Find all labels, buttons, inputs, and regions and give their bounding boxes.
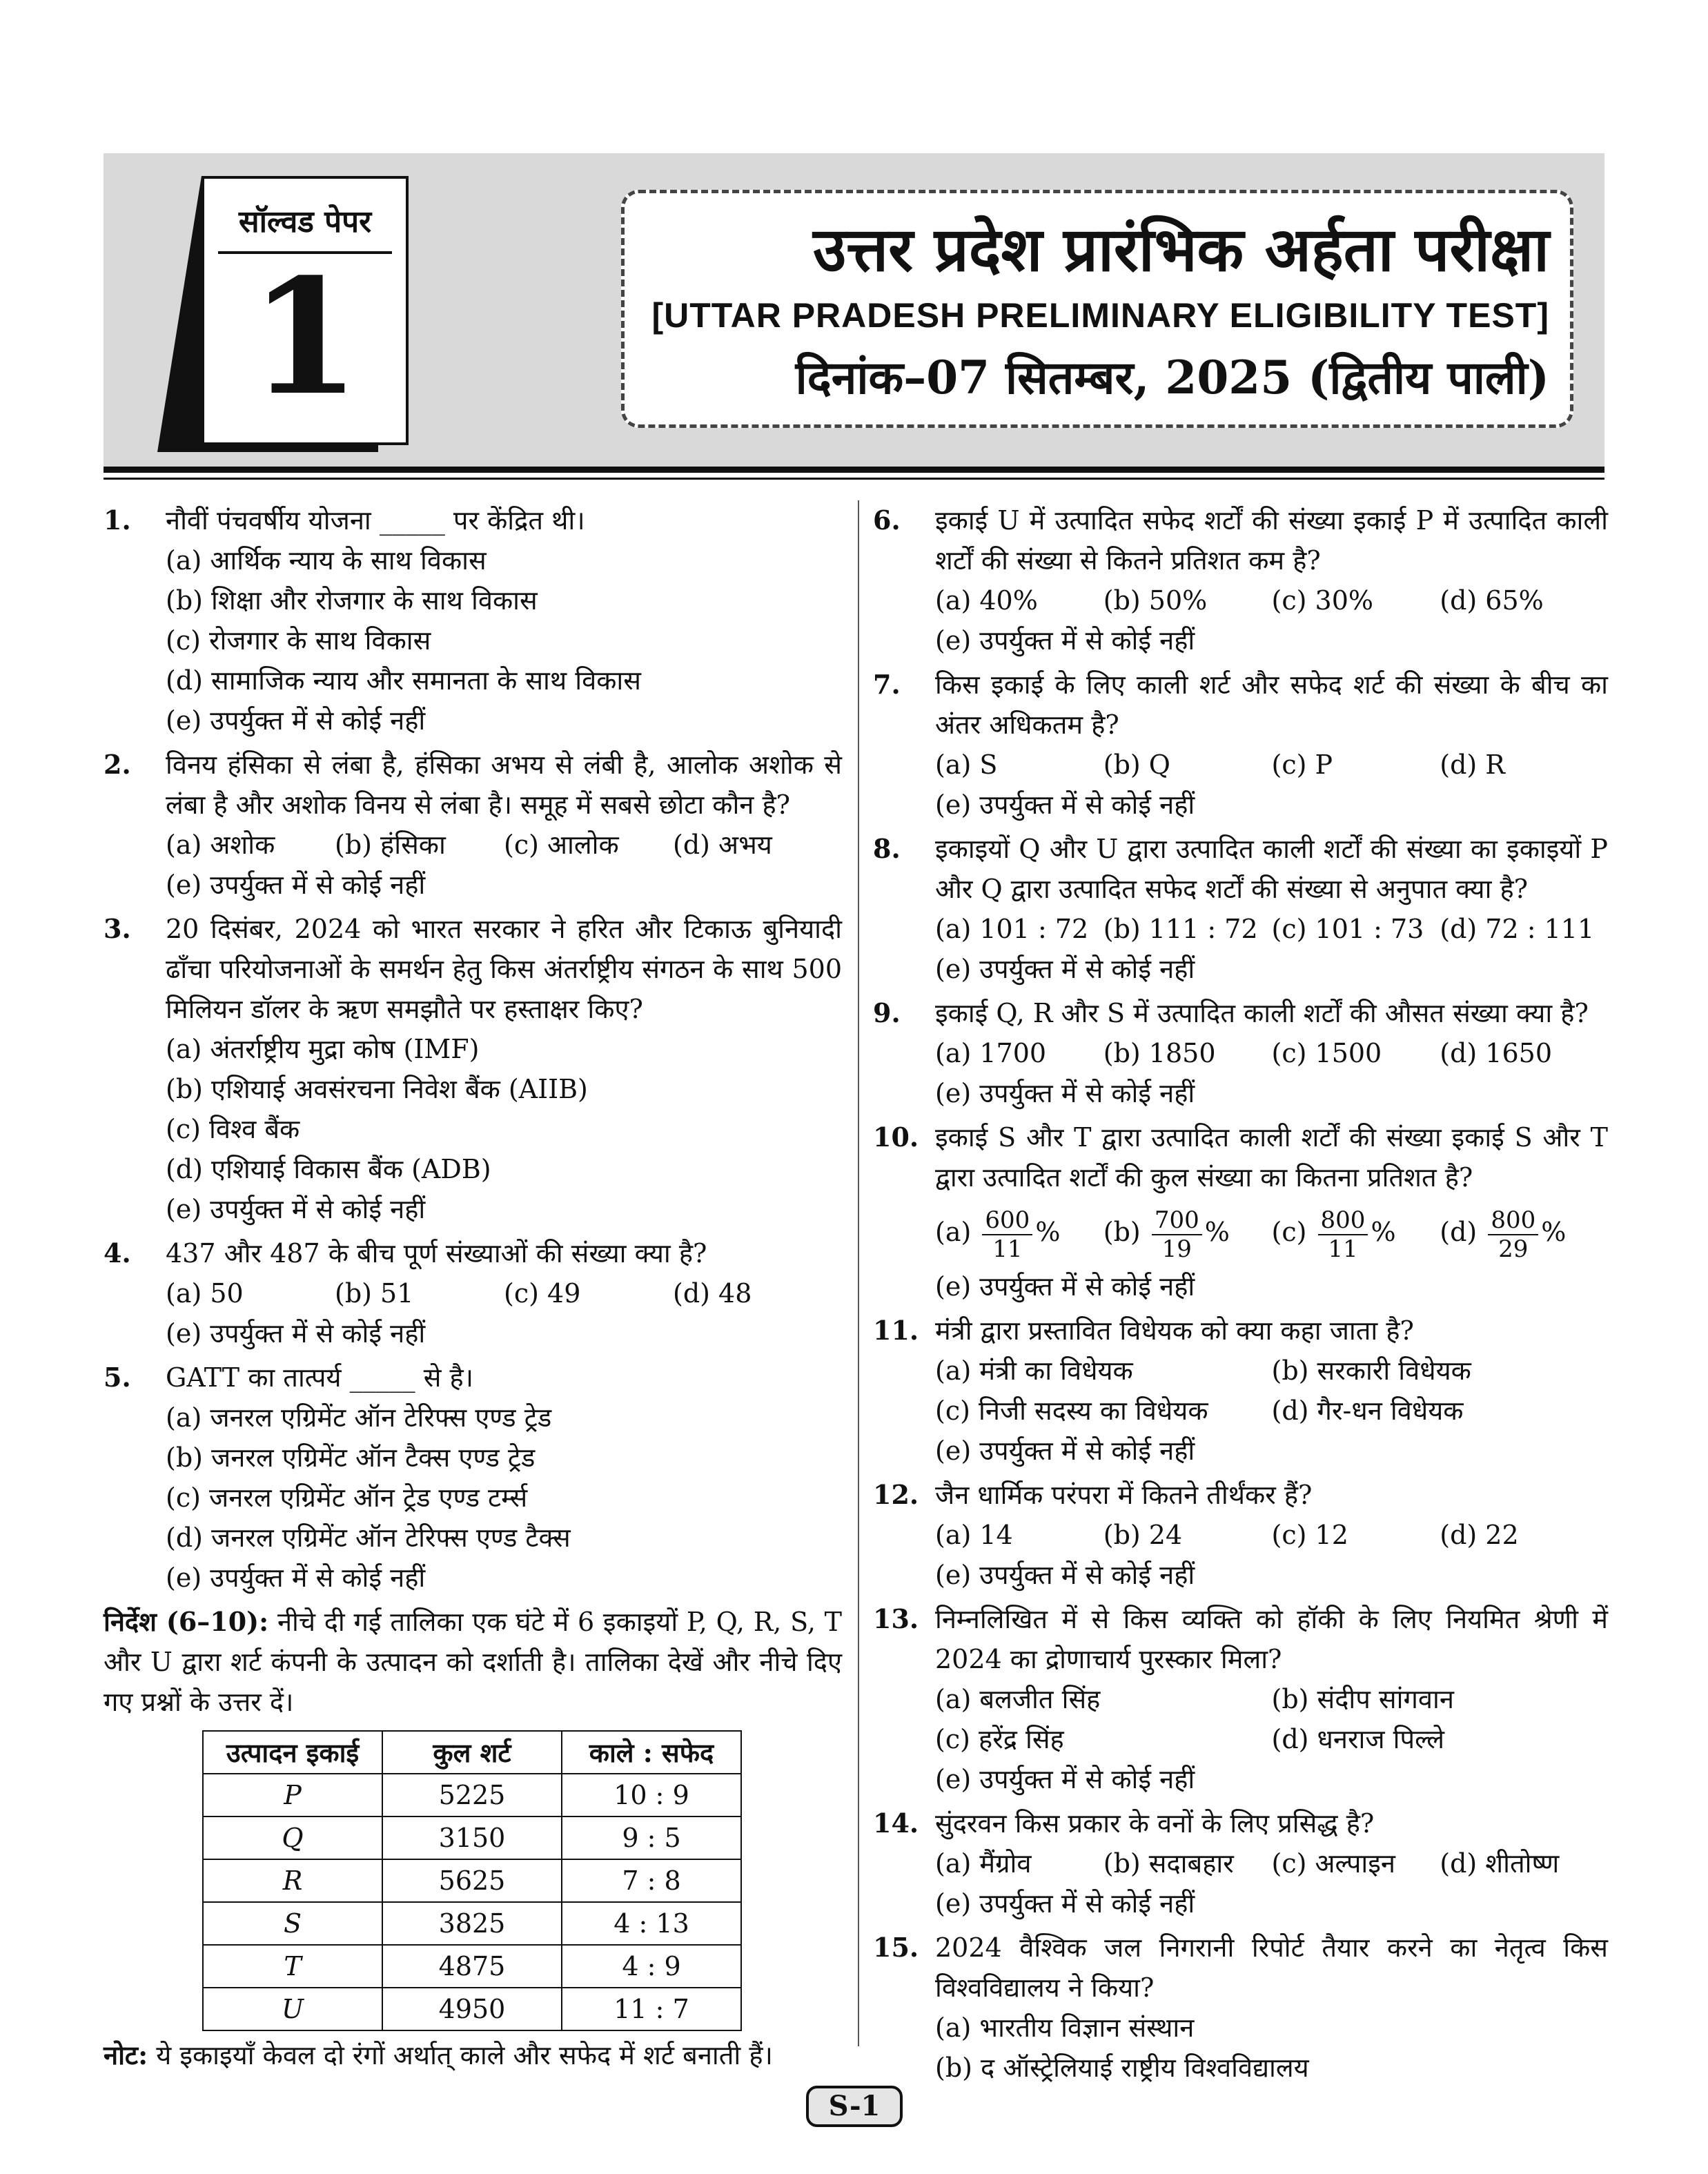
- option-d: (d) गैर-धन विधेयक: [1271, 1396, 1464, 1426]
- options-row: [935, 1515, 1608, 1555]
- option-a: (a) अशोक: [166, 830, 275, 860]
- option-b: (b) Q: [1103, 750, 1170, 780]
- option-c: (c) 49: [504, 1278, 581, 1309]
- table-cell: 9 : 5: [562, 1816, 741, 1859]
- fraction: [1488, 1206, 1538, 1263]
- option-e: (e) उपर्युक्त में से कोई नहीं: [935, 954, 1195, 984]
- option-a: (a) आर्थिक न्याय के साथ विकास: [166, 545, 487, 576]
- header-rule-thin: [104, 478, 1604, 480]
- option-a: (a) मंत्री का विधेयक: [935, 1355, 1133, 1386]
- question-12: [873, 1475, 1608, 1595]
- options-row: [166, 825, 842, 865]
- question-text: विनय हंसिका से लंबा है, हंसिका अभय से लंबी है, आलोक अशोक से लंबा है और अशोक विनय से लंबा है। समूह में सबसे छोटा कौन है?: [166, 750, 842, 820]
- option-e: (e) उपर्युक्त में से कोई नहीं: [935, 1436, 1195, 1466]
- option-b: (b) 24: [1103, 1520, 1183, 1550]
- options-row: [935, 1679, 1608, 1719]
- question-text: 20 दिसंबर, 2024 को भारत सरकार ने हरित और टिकाऊ बुनियादी ढाँचा परियोजनाओं के समर्थन हेतु किस अंतर्राष्ट्रीय संगठन के साथ 500 मिलियन डॉलर के ऋण समझौते पर हस्ताक्षर किए?: [166, 914, 842, 1024]
- question-5: [104, 1358, 842, 1598]
- option-b: (b) शिक्षा और रोजगार के साथ विकास: [166, 585, 538, 616]
- option-a: (a) भारतीय विज्ञान संस्थान: [935, 2013, 1195, 2043]
- table-header: कुल शर्ट: [382, 1731, 562, 1774]
- question-number: 6.: [873, 505, 901, 536]
- title-hindi: उत्तर प्रदेश प्रारंभिक अर्हता परीक्षा: [813, 213, 1549, 285]
- option-d: (d) जनरल एग्रिमेंट ऑन टेरिफ्स एण्ड टैक्स: [166, 1522, 571, 1553]
- table-header: काले : सफेद: [562, 1731, 741, 1774]
- question-text: इकाई Q, R और S में उत्पादित काली शर्टों की औसत संख्या क्या है?: [935, 998, 1589, 1028]
- option-a: (a) 40%: [935, 585, 1038, 616]
- table-cell: R: [203, 1859, 382, 1902]
- table-cell: 4950: [382, 1988, 562, 2030]
- production-table: [202, 1730, 742, 2031]
- question-number: 3.: [104, 913, 131, 944]
- table-cell: 4875: [382, 1945, 562, 1988]
- option-c: (c) अल्पाइन: [1271, 1848, 1396, 1879]
- option-a: [935, 1197, 1103, 1266]
- question-3: [104, 909, 842, 1229]
- question-number: 8.: [873, 833, 901, 864]
- option-c: (c) 1500: [1271, 1038, 1382, 1068]
- options-row: [935, 1843, 1608, 1883]
- question-text: निम्नलिखित में से किस व्यक्ति को हॉकी के लिए नियमित श्रेणी में 2024 का द्रोणाचार्य पुरस्कार मिला?: [935, 1604, 1608, 1674]
- question-2: [104, 745, 842, 905]
- table-row: [203, 1945, 741, 1988]
- exam-date: दिनांक–07 सितम्बर, 2025 (द्वितीय पाली): [795, 351, 1549, 404]
- table-cell: S: [203, 1902, 382, 1945]
- direction-label: निर्देश (6–10):: [104, 1606, 269, 1637]
- option-d: (d) शीतोष्ण: [1440, 1848, 1560, 1879]
- option-c: (c) निजी सदस्य का विधेयक: [935, 1396, 1208, 1426]
- question-6: [873, 500, 1608, 660]
- option-c: (c) 30%: [1271, 585, 1373, 616]
- option-a: (a) बलजीत सिंह: [935, 1684, 1101, 1714]
- table-cell: 4 : 9: [562, 1945, 741, 1988]
- question-number: 10.: [873, 1122, 919, 1153]
- title-english: [UTTAR PRADESH PRELIMINARY ELIGIBILITY TEST]: [651, 296, 1549, 335]
- option-a: (a) अंतर्राष्ट्रीय मुद्रा कोष (IMF): [166, 1034, 480, 1064]
- option-d: (d) एशियाई विकास बैंक (ADB): [166, 1154, 491, 1184]
- option-c: [1272, 1197, 1440, 1266]
- option-b: (b) 50%: [1103, 585, 1208, 616]
- option-c: (c) हरेंद्र सिंह: [935, 1724, 1064, 1754]
- option-d: (d) 22: [1440, 1520, 1519, 1550]
- options-row: [935, 1033, 1608, 1073]
- option-b: (b) सरकारी विधेयक: [1271, 1355, 1471, 1386]
- solved-paper-label: सॉल्वड पेपर: [238, 204, 372, 239]
- denominator: 11: [1328, 1235, 1358, 1263]
- option-b: (b) एशियाई अवसंरचना निवेश बैंक (AIIB): [166, 1074, 588, 1104]
- question-text: किस इकाई के लिए काली शर्ट और सफेद शर्ट की संख्या के बीच का अंतर अधिकतम है?: [935, 669, 1608, 740]
- option-b: (b) जनरल एग्रिमेंट ऑन टैक्स एण्ड ट्रेड: [166, 1442, 536, 1473]
- option-a: (a) 50: [166, 1278, 244, 1309]
- fraction: [1318, 1206, 1368, 1263]
- option-b: (b) द ऑस्ट्रेलियाई राष्ट्रीय विश्वविद्यालय: [935, 2053, 1309, 2083]
- table-cell: P: [203, 1774, 382, 1816]
- question-number: 7.: [873, 669, 901, 700]
- percent-sign: %: [1371, 1217, 1396, 1247]
- question-15: [873, 1928, 1608, 2088]
- option-a: (a) 101 : 72: [935, 914, 1089, 944]
- option-d: [1440, 1197, 1608, 1266]
- options-row: [935, 909, 1608, 949]
- question-14: [873, 1803, 1608, 1923]
- fraction: [1152, 1206, 1202, 1263]
- question-text: GATT का तात्पर्य _____ से है।: [166, 1362, 474, 1393]
- option-b: (b) संदीप सांगवान: [1271, 1684, 1454, 1714]
- table-row: [203, 1859, 741, 1902]
- option-d: (d) R: [1440, 750, 1505, 780]
- percent-sign: %: [1541, 1217, 1567, 1247]
- option-d: (d) 65%: [1440, 585, 1544, 616]
- option-a: (a) जनरल एग्रिमेंट ऑन टेरिफ्स एण्ड ट्रेड: [166, 1402, 552, 1433]
- table-cell: U: [203, 1988, 382, 2030]
- option-a: (a) मैंग्रोव: [935, 1848, 1032, 1879]
- options-row: [935, 745, 1608, 785]
- question-number: 9.: [873, 997, 901, 1028]
- fraction: [982, 1206, 1032, 1263]
- table-header-row: [203, 1731, 741, 1774]
- question-number: 11.: [873, 1315, 919, 1346]
- table-cell: 7 : 8: [562, 1859, 741, 1902]
- options-row: [166, 1273, 842, 1313]
- numerator: 800: [1488, 1206, 1538, 1235]
- option-d: (d) धनराज पिल्ले: [1271, 1724, 1445, 1754]
- option-b: [1103, 1197, 1272, 1266]
- question-text: सुंदरवन किस प्रकार के वनों के लिए प्रसिद्ध है?: [935, 1808, 1375, 1839]
- options-row: [935, 1391, 1608, 1431]
- option-c: (c) P: [1271, 750, 1333, 780]
- table-row: [203, 1988, 741, 2030]
- option-d: (d) अभय: [673, 830, 772, 860]
- table-cell: 3825: [382, 1902, 562, 1945]
- option-e: (e) उपर्युक्त में से कोई नहीं: [935, 1078, 1195, 1108]
- option-b: (b) 51: [335, 1278, 414, 1309]
- question-4: [104, 1233, 842, 1353]
- table-note: [104, 2035, 842, 2075]
- question-13: [873, 1599, 1608, 1799]
- option-b: (b) 111 : 72: [1103, 914, 1258, 944]
- note-label: नोट:: [104, 2039, 148, 2070]
- option-c: (c) 101 : 73: [1271, 914, 1424, 944]
- paper-number: 1: [249, 244, 361, 431]
- denominator: 29: [1498, 1235, 1529, 1263]
- table-cell: 3150: [382, 1816, 562, 1859]
- column-divider: [858, 500, 859, 2046]
- table-row: [203, 1816, 741, 1859]
- option-a: (a) 14: [935, 1520, 1013, 1550]
- option-label: (d): [1440, 1217, 1478, 1247]
- right-column: [873, 500, 1608, 2092]
- option-c: (c) 12: [1271, 1520, 1348, 1550]
- numerator: 700: [1152, 1206, 1202, 1235]
- question-text: इकाई S और T द्वारा उत्पादित काली शर्टों की संख्या इकाई S और T द्वारा उत्पादित शर्टों की कुल संख्या का कितना प्रतिशत है?: [935, 1122, 1608, 1193]
- question-8: [873, 829, 1608, 989]
- option-e: (e) उपर्युक्त में से कोई नहीं: [166, 705, 426, 736]
- question-number: 4.: [104, 1237, 131, 1269]
- title-box: [621, 190, 1573, 428]
- denominator: 19: [1161, 1235, 1192, 1263]
- option-c: (c) रोजगार के साथ विकास: [166, 625, 431, 656]
- option-b: (b) सदाबहार: [1103, 1848, 1234, 1879]
- question-text: 437 और 487 के बीच पूर्ण संख्याओं की संख्या क्या है?: [166, 1238, 707, 1269]
- direction-text: [104, 1602, 842, 1722]
- question-number: 12.: [873, 1479, 919, 1510]
- left-column: [104, 500, 842, 2075]
- table-cell: T: [203, 1945, 382, 1988]
- option-c: (c) विश्व बैंक: [166, 1114, 300, 1144]
- numerator: 800: [1318, 1206, 1368, 1235]
- options-row: [935, 1719, 1608, 1759]
- option-a: (a) 1700: [935, 1038, 1047, 1068]
- option-b: (b) 1850: [1103, 1038, 1216, 1068]
- option-label: (a): [935, 1217, 972, 1247]
- option-e: (e) उपर्युक्त में से कोई नहीं: [935, 1271, 1195, 1302]
- question-11: [873, 1311, 1608, 1471]
- table-cell: Q: [203, 1816, 382, 1859]
- header-rule: [104, 467, 1604, 473]
- option-b: (b) हंसिका: [335, 830, 446, 860]
- percent-sign: %: [1035, 1217, 1061, 1247]
- solved-paper-badge: [202, 176, 409, 445]
- question-text: जैन धार्मिक परंपरा में कितने तीर्थंकर हैं?: [935, 1480, 1313, 1510]
- option-a: (a) S: [935, 750, 998, 780]
- option-e: (e) उपर्युक्त में से कोई नहीं: [935, 1888, 1195, 1919]
- question-number: 5.: [104, 1362, 131, 1393]
- option-d: (d) 1650: [1440, 1038, 1553, 1068]
- question-1: [104, 500, 842, 741]
- table-cell: 11 : 7: [562, 1988, 741, 2030]
- table-header: उत्पादन इकाई: [203, 1731, 382, 1774]
- note-text: ये इकाइयाँ केवल दो रंगों अर्थात् काले और सफेद में शर्ट बनाती हैं।: [156, 2040, 773, 2070]
- options-row: [935, 1351, 1608, 1391]
- question-text: मंत्री द्वारा प्रस्तावित विधेयक को क्या कहा जाता है?: [935, 1315, 1414, 1346]
- table-cell: 5225: [382, 1774, 562, 1816]
- option-label: (c): [1271, 1217, 1307, 1247]
- direction-body: नीचे दी गई तालिका एक घंटे में 6 इकाइयों P, Q, R, S, T और U द्वारा शर्ट कंपनी के उत्पादन को दर्शाती है। तालिका देखें और नीचे दिए गए प्रश्नों के उत्तर दें।: [104, 1607, 842, 1717]
- option-e: (e) उपर्युक्त में से कोई नहीं: [166, 1563, 426, 1593]
- options-row: [935, 1197, 1608, 1266]
- options-row: [935, 580, 1608, 620]
- option-e: (e) उपर्युक्त में से कोई नहीं: [935, 1764, 1195, 1794]
- option-d: (d) सामाजिक न्याय और समानता के साथ विकास: [166, 665, 641, 696]
- option-e: (e) उपर्युक्त में से कोई नहीं: [935, 1560, 1195, 1590]
- option-e: (e) उपर्युक्त में से कोई नहीं: [166, 870, 426, 900]
- option-e: (e) उपर्युक्त में से कोई नहीं: [935, 625, 1195, 656]
- option-label: (b): [1103, 1217, 1141, 1247]
- table-cell: 5625: [382, 1859, 562, 1902]
- denominator: 11: [992, 1235, 1023, 1263]
- option-e: (e) उपर्युक्त में से कोई नहीं: [166, 1194, 426, 1224]
- question-text: 2024 वैश्विक जल निगरानी रिपोर्ट तैयार करने का नेतृत्व किस विश्वविद्यालय ने किया?: [935, 1932, 1608, 2003]
- question-10: [873, 1117, 1608, 1306]
- option-c: (c) आलोक: [504, 830, 619, 860]
- question-9: [873, 993, 1608, 1113]
- question-number: 1.: [104, 505, 131, 536]
- option-e: (e) उपर्युक्त में से कोई नहीं: [935, 790, 1195, 820]
- question-text: इकाइयों Q और U द्वारा उत्पादित काली शर्टों की संख्या का इकाइयों P और Q द्वारा उत्पादित सफेद शर्टों की संख्या से अनुपात क्या है?: [935, 834, 1608, 904]
- table-cell: 10 : 9: [562, 1774, 741, 1816]
- option-c: (c) जनरल एग्रिमेंट ऑन ट्रेड एण्ड टर्म्स: [166, 1482, 528, 1513]
- percent-sign: %: [1204, 1217, 1230, 1247]
- question-number: 13.: [873, 1603, 919, 1634]
- question-text: इकाई U में उत्पादित सफेद शर्टों की संख्या इकाई P में उत्पादित काली शर्टों की संख्या से कितने प्रतिशत कम है?: [935, 505, 1608, 576]
- question-number: 2.: [104, 749, 131, 780]
- table-row: [203, 1774, 741, 1816]
- question-7: [873, 665, 1608, 825]
- option-d: (d) 48: [673, 1278, 752, 1309]
- page-number: S-1: [806, 2086, 903, 2127]
- option-e: (e) उपर्युक्त में से कोई नहीं: [166, 1318, 426, 1349]
- question-text: नौवीं पंचवर्षीय योजना _____ पर केंद्रित थी।: [166, 505, 585, 536]
- table-row: [203, 1902, 741, 1945]
- question-number: 15.: [873, 1932, 919, 1963]
- table-cell: 4 : 13: [562, 1902, 741, 1945]
- question-number: 14.: [873, 1808, 919, 1839]
- numerator: 600: [982, 1206, 1032, 1235]
- option-d: (d) 72 : 111: [1440, 914, 1595, 944]
